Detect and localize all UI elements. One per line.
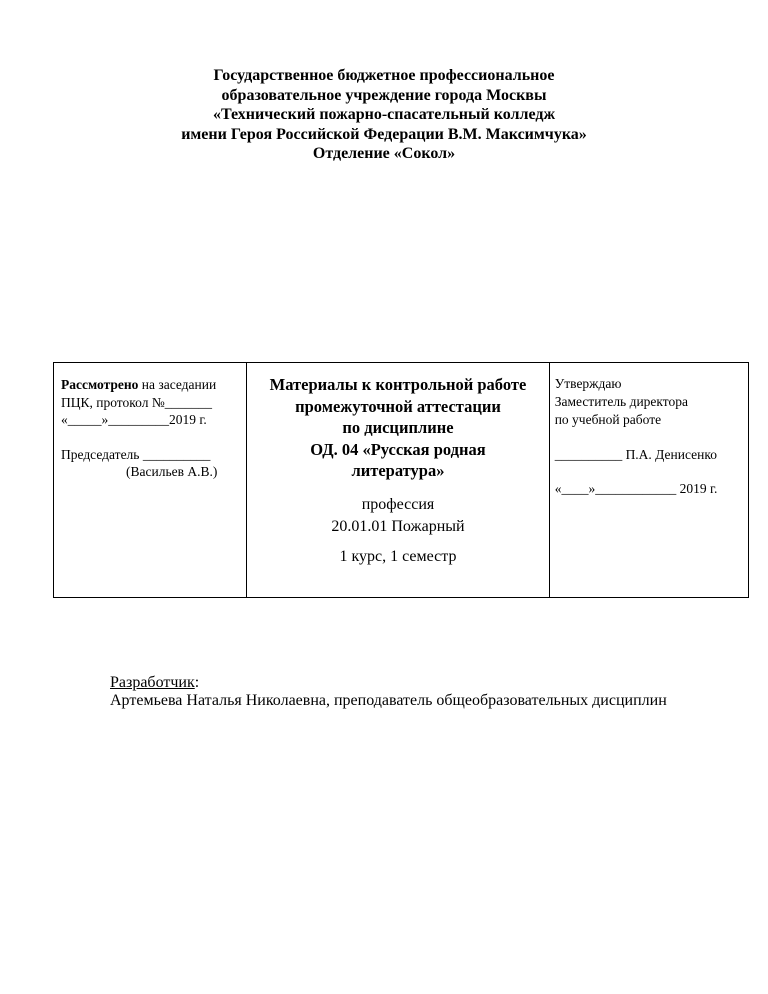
developer-block: [110, 674, 730, 709]
reviewed-bold: Рассмотрено: [61, 377, 139, 392]
review-cell: [54, 363, 247, 598]
approval-date-line: «____»____________ 2019 г.: [554, 481, 718, 496]
chairman-name: (Васильев А.В.): [126, 464, 218, 479]
reviewed-rest: на заседании: [138, 377, 217, 392]
title-line: ОД. 04 «Русская родная: [310, 439, 486, 459]
title-cell: [247, 363, 549, 598]
header-line: образовательное учреждение города Москвы: [221, 86, 547, 104]
chairman-line: Председатель __________: [61, 446, 211, 462]
approval-table: [53, 362, 749, 598]
signature-line: __________ П.А. Денисенко: [554, 447, 717, 462]
protocol-line: ПЦК, протокол №_______: [61, 394, 212, 410]
title-line: литература»: [351, 461, 445, 480]
profession-block: [247, 494, 548, 568]
reviewed-line: [61, 376, 246, 394]
work-line: по учебной работе: [554, 412, 662, 427]
profession-value: 20.01.01 Пожарный: [331, 517, 465, 535]
institution-header: [0, 66, 768, 164]
title-line: по дисциплине: [342, 418, 454, 437]
developer-colon: :: [194, 674, 200, 691]
review-date-line: «_____»_________2019 г.: [61, 412, 207, 427]
approve-line: Утверждаю: [554, 376, 622, 391]
developer-label-line: [110, 674, 730, 692]
developer-text: Артемьева Наталья Николаевна, преподаватель общеобразовательных дисциплин: [110, 691, 667, 709]
header-line: Государственное бюджетное профессиональное: [213, 67, 555, 84]
document-title: [247, 374, 548, 482]
course-info: 1 курс, 1 семестр: [339, 547, 457, 565]
header-line: «Технический пожарно-спасательный колледж: [212, 106, 556, 124]
title-line: Материалы к контрольной работе: [269, 375, 527, 394]
developer-label: Разработчик: [110, 674, 195, 691]
header-line: Отделение «Сокол»: [312, 145, 456, 163]
title-line: промежуточной аттестации: [295, 396, 501, 416]
header-line: имени Героя Российской Федерации В.М. Максимчука»: [181, 125, 587, 143]
deputy-line: Заместитель директора: [554, 394, 689, 409]
profession-label: профессия: [361, 495, 435, 513]
approval-cell: [549, 363, 748, 598]
